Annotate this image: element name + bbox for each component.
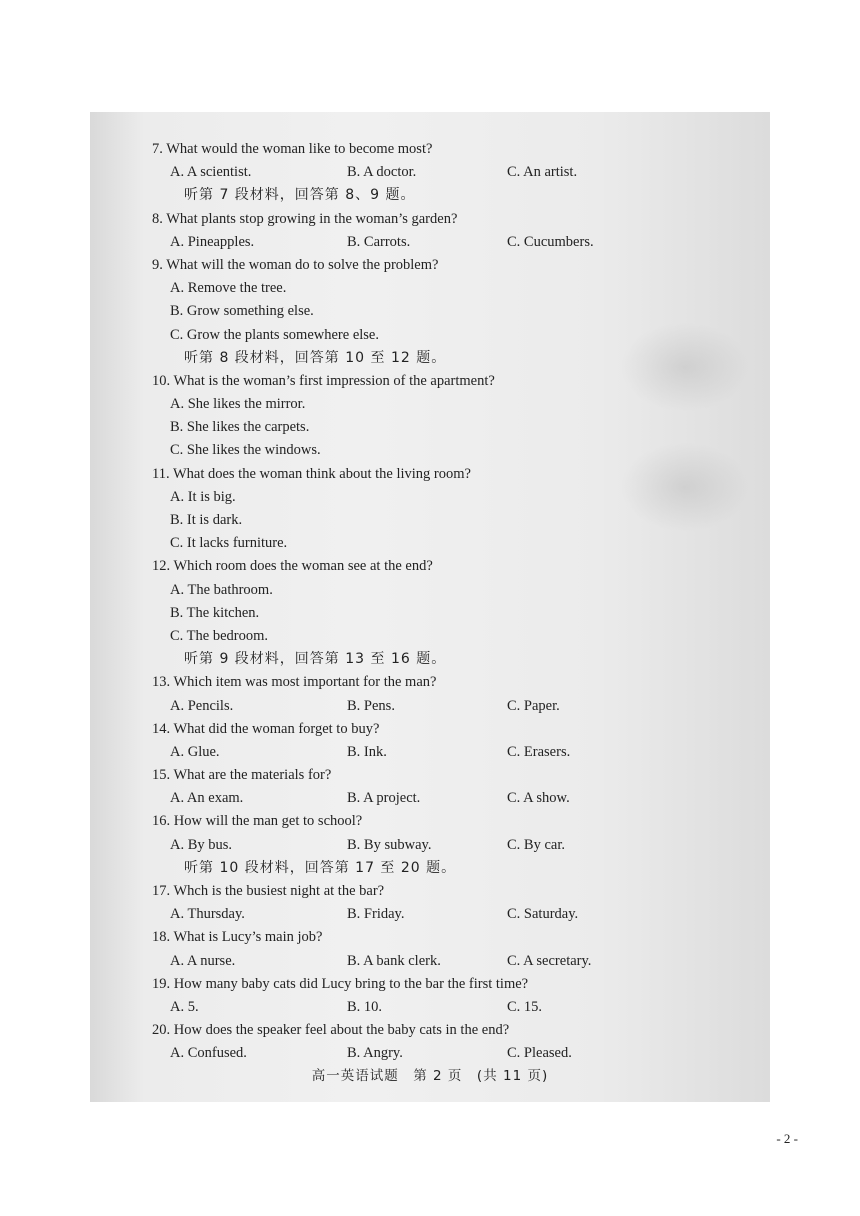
answer-option-b: B. A project.: [347, 790, 421, 807]
question-stem: 14. What did the woman forget to buy?: [152, 720, 380, 737]
answer-option-a: A. An exam.: [170, 790, 244, 807]
answer-option-a: A. Pineapples.: [170, 233, 255, 250]
answer-options-row: [152, 834, 752, 857]
answer-option-a: A. By bus.: [170, 836, 233, 853]
answer-option-c: C. Cucumbers.: [507, 233, 594, 250]
answer-option-c: C. Erasers.: [507, 743, 571, 760]
question-stem: 11. What does the woman think about the living room?: [152, 465, 471, 482]
question-stem: 20. How does the speaker feel about the baby cats in the end?: [152, 1022, 510, 1039]
answer-option-c: C. A show.: [507, 790, 570, 807]
section-instruction: 听第 10 段材料，回答第 17 至 20 题。: [184, 859, 457, 876]
question-list: [152, 138, 752, 1066]
answer-option: B. Grow something else.: [170, 303, 314, 320]
answer-option: C. She likes the windows.: [170, 442, 321, 459]
answer-option-b: B. Carrots.: [347, 233, 411, 250]
answer-option-c: C. 15.: [507, 998, 543, 1015]
answer-option-b: B. By subway.: [347, 836, 432, 853]
answer-option: C. It lacks furniture.: [170, 535, 288, 552]
question-stem: 18. What is Lucy’s main job?: [152, 929, 323, 946]
answer-options-row: [152, 741, 752, 764]
answer-option: A. She likes the mirror.: [170, 396, 306, 413]
answer-options-row: [152, 903, 752, 926]
answer-options-row: [152, 695, 752, 718]
answer-options-row: [152, 161, 752, 184]
answer-option-b: B. A bank clerk.: [347, 952, 441, 969]
answer-option-b: B. 10.: [347, 998, 383, 1015]
answer-option-c: C. An artist.: [507, 164, 578, 181]
answer-option: A. The bathroom.: [170, 581, 273, 598]
answer-option: C. The bedroom.: [170, 627, 268, 644]
question-stem: 15. What are the materials for?: [152, 767, 332, 784]
question-stem: 16. How will the man get to school?: [152, 813, 363, 830]
answer-option-b: B. Friday.: [347, 906, 405, 923]
answer-option: B. She likes the carpets.: [170, 419, 310, 436]
answer-option-a: A. A nurse.: [170, 952, 236, 969]
question-stem: 9. What will the woman do to solve the problem?: [152, 256, 439, 273]
question-stem: 17. Whch is the busiest night at the bar?: [152, 883, 385, 899]
answer-option-b: B. Ink.: [347, 743, 387, 760]
question-stem: 19. How many baby cats did Lucy bring to the bar the first time?: [152, 975, 529, 992]
question-stem: 8. What plants stop growing in the woman’s garden?: [152, 210, 458, 227]
answer-options-row: [152, 787, 752, 810]
section-instruction: 听第 8 段材料，回答第 10 至 12 题。: [184, 349, 447, 366]
page-number: - 2 -: [776, 1131, 798, 1146]
answer-option: A. It is big.: [170, 488, 236, 505]
answer-option-a: A. Glue.: [170, 743, 220, 760]
question-stem: 12. Which room does the woman see at the end?: [152, 558, 433, 575]
answer-option-c: C. By car.: [507, 836, 565, 853]
answer-option-b: B. Pens.: [347, 697, 395, 714]
answer-option-c: C. A secretary.: [507, 952, 592, 969]
answer-option-a: A. Thursday.: [170, 906, 245, 923]
section-instruction: 听第 9 段材料，回答第 13 至 16 题。: [184, 651, 447, 668]
answer-option-a: A. 5.: [170, 998, 199, 1015]
answer-option-a: A. A scientist.: [170, 164, 252, 181]
answer-option: A. Remove the tree.: [170, 280, 287, 297]
question-stem: 10. What is the woman’s first impression of the apartment?: [152, 372, 495, 389]
scanned-page: [90, 112, 770, 1102]
answer-option: B. The kitchen.: [170, 604, 260, 621]
section-instruction: 听第 7 段材料，回答第 8、9 题。: [184, 187, 416, 204]
page-footer: 高一英语试题 第 2 页 (共 11 页): [311, 1068, 549, 1084]
answer-options-row: [152, 231, 752, 254]
answer-option: B. It is dark.: [170, 512, 243, 528]
question-stem: 13. Which item was most important for the man?: [152, 674, 437, 691]
answer-option-c: C. Saturday.: [507, 906, 579, 923]
question-stem: 7. What would the woman like to become most?: [152, 141, 433, 157]
answer-options-row: [152, 996, 752, 1019]
answer-options-row: [152, 1042, 752, 1065]
answer-options-row: [152, 950, 752, 973]
answer-option-b: B. A doctor.: [347, 164, 417, 181]
answer-option: C. Grow the plants somewhere else.: [170, 326, 379, 343]
answer-option-a: A. Confused.: [170, 1045, 247, 1062]
answer-option-a: A. Pencils.: [170, 697, 234, 714]
answer-option-c: C. Paper.: [507, 697, 560, 714]
answer-option-b: B. Angry.: [347, 1045, 403, 1062]
answer-option-c: C. Pleased.: [507, 1045, 572, 1062]
